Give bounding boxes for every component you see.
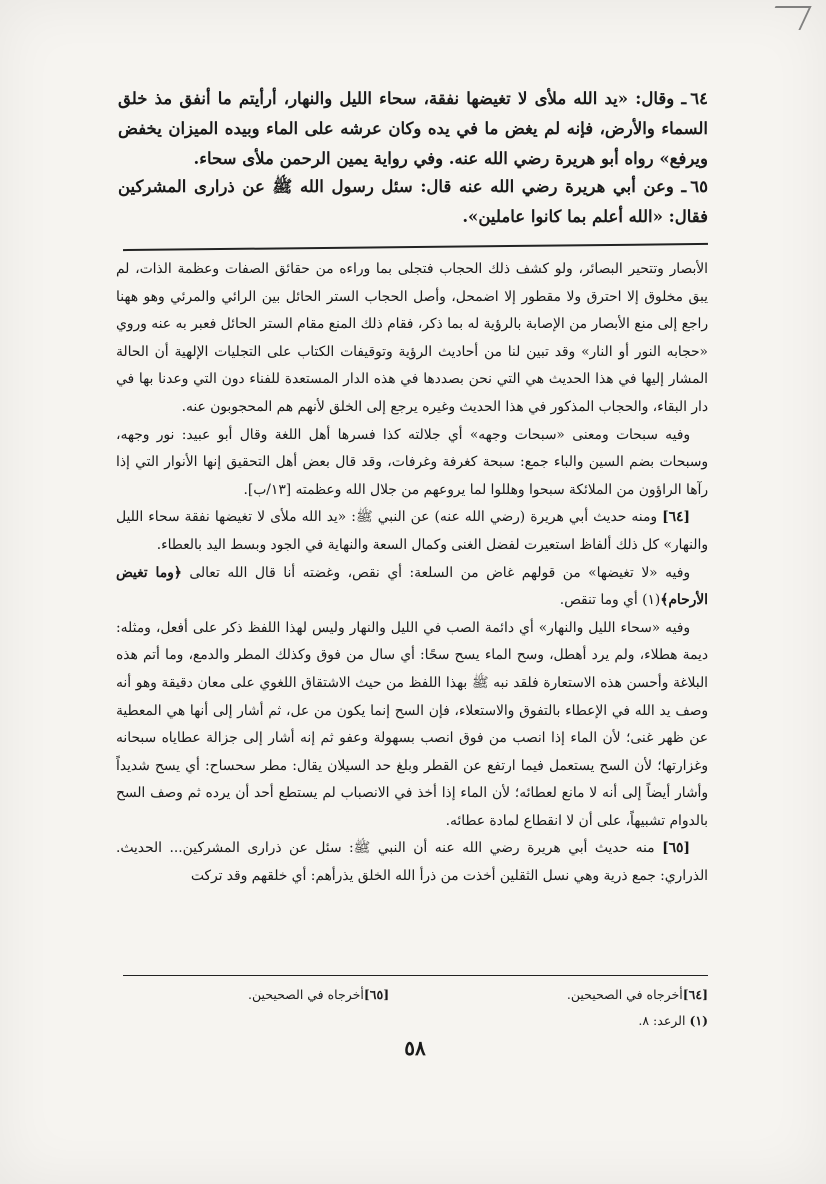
- commentary-paragraph-3: [116, 504, 708, 559]
- commentary-paragraph-3-text: ومنه حديث أبي هريرة (رضي الله عنه) عن النبي ﷺ: «يد الله ملأى لا تغيضها نفقة سحاء الليل والنهار» كل ذلك ألفاظ استعيرت لفضل الغنى وكمال السعة والنهاية في الجود وبسط اليد بالعطاء.: [116, 509, 708, 553]
- footnote-row-1: [248, 982, 708, 1008]
- commentary-paragraph-5: وفيه «سحاء الليل والنهار» أي دائمة الصب في الليل والنهار وليس لهذا اللفظ ذكر على أفعل، ومثله: ديمة هطلاء، ولم يرد أهطل، وسح الماء يسح سحًا: أي سال من فوق وكذلك المطر والدمع، وما أتم هذه البلاغة وأحسن هذه الاستعارة فلقد نبه ﷺ بهذا اللفظ من حيث الاشتقاق اللغوي على معان دقيقة وهو أنه وصف يد الله في الإعطاء بالتفوق والاستعلاء، فإن السح إنما يكون من عل، ثم أشار إلى أنها هي المعطية عن ظهر غنى؛ لأن الماء إذا انصب من فوق انصب بسهولة وعفو ثم إنه أشار إلى جزالة عطاياه سبحانه وغزارتها؛ لأن السح يستعمل فيما ارتفع عن القطر وبلغ حد السيلان يقال: مطر سحساح: أي يسح شديداً وأشار أيضاً إلى أنه لا مانع لعطائه؛ لأن الماء إذا أخذ في الانصباب لم يستطع أحد أن يرده ثم وصف السح بالدوام تشبيهاً، على أن لا انقطاع لمادة عطائه.: [116, 619, 708, 829]
- commentary-paragraph-2: وفيه سبحات ومعنى «سبحات وجهه» أي جلالته كذا فسرها أهل اللغة وقال أبو عبيد: نور وجهه، وسبحات بضم السين والباء جمع: سبحة كغرفة وغرفات، وقد قال بعض أهل التحقيق إنها الأنوار التي إذا رآها الراؤون من الملائكة سبحوا وهللوا لما يروعهم من جلال الله وعظمته [١٣/ب].: [116, 426, 708, 498]
- footnote-1-text: الرعد: ٨.: [638, 1013, 690, 1028]
- scan-corner-mark: [764, 6, 811, 30]
- page-number: ٥٨: [404, 1036, 426, 1060]
- commentary: [116, 256, 708, 891]
- footnotes: [123, 982, 708, 1034]
- footnote-64-text: أخرجاه في الصحيحين.: [566, 987, 683, 1002]
- footnote-divider: [123, 975, 708, 976]
- hadith-65: [118, 172, 708, 232]
- quran-verse: ﴿وما تغيض الأرحام﴾: [116, 564, 708, 609]
- commentary-paragraph-6: [116, 835, 708, 890]
- commentary-paragraph-4-text-a: وفيه «لا تغيضها» من قولهم غاض من السلعة: أي نقص، وغضته أنا قال الله تعالى: [181, 564, 690, 581]
- commentary-paragraph-6-text: منه حديث أبي هريرة رضي الله عنه أن النبي ﷺ: سئل عن ذرارى المشركين... الحديث. الذراري: جمع ذرية وهي نسل الثقلين أخذت من ذرأ الله الخلق يذرأهم: أي خلقهم وقد تركت: [116, 840, 708, 885]
- commentary-paragraph-4-text-b: (١) أي وما تنقص.: [559, 592, 661, 609]
- footnote-65-number: [٦٥]: [363, 987, 390, 1002]
- footnote-65-text: أخرجاه في الصحيحين.: [248, 987, 364, 1002]
- footnote-65: [248, 982, 389, 1008]
- top-divider: [123, 243, 708, 251]
- hadith-65-number: ٦٥: [690, 177, 708, 196]
- hadith-64-text: ـ وقال: «يد الله ملأى لا تغيضها نفقة، سحاء الليل والنهار، أرأيتم ما أنفق مذ خلق السماء والأرض، فإنه لم يغض ما في يده وكان عرشه على الماء وبيده الميزان يخفض ويرفع» رواه أبو هريرة رضي الله عنه. وفي رواية يمين الرحمن ملأى سحاء.: [118, 89, 708, 168]
- commentary-ref-65: [٦٥]: [662, 840, 690, 857]
- footnote-1: [123, 1008, 708, 1034]
- footnote-64-number: [٦٤]: [682, 987, 708, 1002]
- footnote-64: [567, 982, 708, 1008]
- footnote-1-number: (١): [689, 1013, 708, 1028]
- commentary-paragraph-1: الأبصار وتتحير البصائر، ولو كشف ذلك الحجاب فتجلى بما وراءه من حقائق الصفات وعظمة الذات، لم يبق مخلوق إلا احترق ولا مقطور إلا اضمحل، وأصل الحجاب الستر الحائل بين الرائي والمرئي وهو ههنا راجع إلى منع الأبصار من الإصابة بالرؤية له بما ذكر، فقام ذلك المنع مقام الستر الحائل فعبر به عنه وروي «حجابه النور أو النار» وقد تبين لنا من أحاديث الرؤية وتوقيفات الكتاب على التجليات الإلهية أن الحالة المشار إليها في هذا الحديث هي التي نحن بصددها في هذه الدار المستعدة للفناء دون التي وعدنا بها في دار البقاء، والحجاب المذكور في هذا الحديث وغيره يرجع إلى الخلق لأنهم هم المحجوبون عنه.: [116, 261, 708, 415]
- hadith-64-number: ٦٤: [690, 89, 708, 108]
- hadith-64: [118, 84, 708, 174]
- hadith-65-text: ـ وعن أبي هريرة رضي الله عنه قال: سئل رسول الله ﷺ عن ذرارى المشركين فقال: «الله أعلم بما كانوا عاملين».: [118, 177, 708, 226]
- commentary-ref-64: [٦٤]: [662, 509, 690, 526]
- commentary-paragraph-4: [116, 560, 708, 615]
